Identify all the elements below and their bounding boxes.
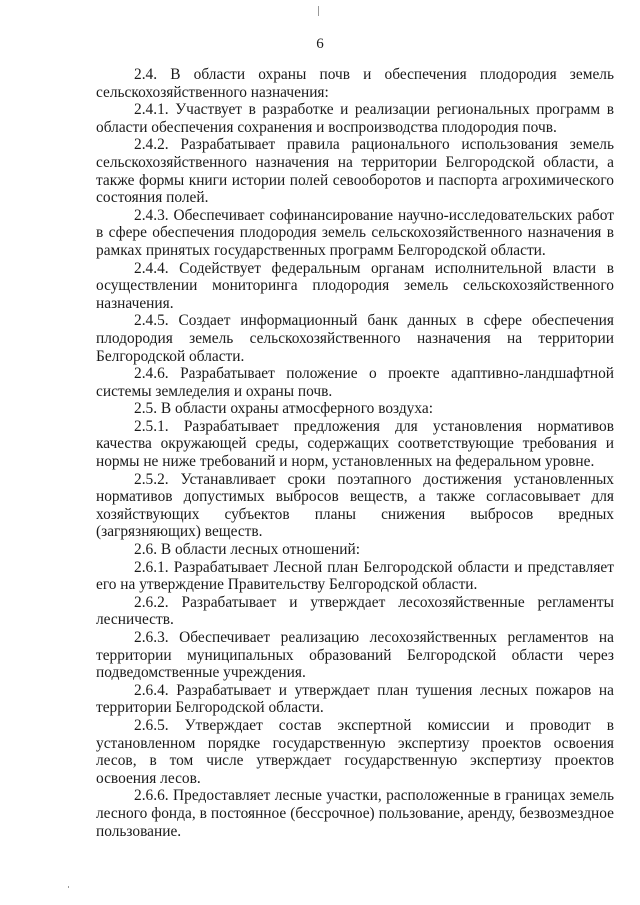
page-number: 6	[316, 36, 324, 52]
paragraph-2-6-4: 2.6.4. Разрабатывает и утверждает план тушения лесных пожаров на территории Белгородской области.	[96, 681, 614, 717]
paragraph-2-6-5: 2.6.5. Утверждает состав экспертной комиссии и проводит в установленном порядке государственную экспертизу проектов освоения лесов, в том числе утверждает государственную экспертизу проектов освоения лесов.	[96, 716, 614, 787]
paragraph-2-4-5: 2.4.5. Создает информационный банк данных в сфере обеспечения плодородия земель сельскохозяйственного назначения на территории Белгородской области.	[96, 312, 614, 365]
paragraph-2-6-3: 2.6.3. Обеспечивает реализацию лесохозяйственных регламентов на территории муниципальных образований Белгородской области через подведомственные учреждения.	[96, 629, 614, 682]
paragraph-2-4-4: 2.4.4. Содействует федеральным органам исполнительной власти в осуществлении мониторинга плодородия земель сельскохозяйственного назначения.	[96, 259, 614, 312]
paragraph-2-5: 2.5. В области охраны атмосферного воздуха:	[134, 400, 433, 418]
document-body	[96, 66, 614, 840]
paragraph-2-4-1: 2.4.1. Участвует в разработке и реализации региональных программ в области обеспечения сохранения и воспроизводства плодородия почв.	[96, 101, 614, 136]
paragraph-2-6-6: 2.6.6. Предоставляет лесные участки, расположенные в границах земель лесного фонда, в постоянное (бессрочное) пользование, аренду, безвозмездное пользование.	[96, 787, 614, 840]
paragraph-2-6: 2.6. В области лесных отношений:	[134, 541, 361, 559]
scan-artifact-dot	[68, 886, 69, 888]
paragraph-2-4: 2.4. В области охраны почв и обеспечения плодородия земель сельскохозяйственного назначения:	[96, 66, 614, 101]
paragraph-2-5-2: 2.5.2. Устанавливает сроки поэтапного достижения установленных нормативов допустимых выбросов веществ, а также согласовывает для хозяйствующих субъектов планы снижения выбросов вредных (загрязняющих) веществ.	[96, 470, 614, 541]
paragraph-2-6-1: 2.6.1. Разрабатывает Лесной план Белгородской области и представляет его на утверждение Правительству Белгородской области.	[96, 558, 614, 594]
paragraph-2-4-3: 2.4.3. Обеспечивает софинансирование научно-исследовательских работ в сфере обеспечения плодородия земель сельскохозяйственного назначения в рамках принятых государственных программ Белгородской области.	[96, 206, 614, 259]
paragraph-2-6-2: 2.6.2. Разрабатывает и утверждает лесохозяйственные регламенты лесничеств.	[96, 593, 614, 629]
scan-artifact-line	[318, 6, 319, 16]
paragraph-2-5-1: 2.5.1. Разрабатывает предложения для установления нормативов качества окружающей среды, содержащих соответствующие требования и нормы не ниже требований и норм, установленных на федеральном уровне.	[96, 417, 614, 471]
paragraph-2-4-2: 2.4.2. Разрабатывает правила рационального использования земель сельскохозяйственного назначения на территории Белгородской области, а также формы книги истории полей севооборотов и паспорта агрохимического состояния полей.	[96, 136, 614, 207]
paragraph-2-4-6: 2.4.6. Разрабатывает положение о проекте адаптивно-ландшафтной системы земледелия и охраны почв.	[96, 365, 614, 400]
